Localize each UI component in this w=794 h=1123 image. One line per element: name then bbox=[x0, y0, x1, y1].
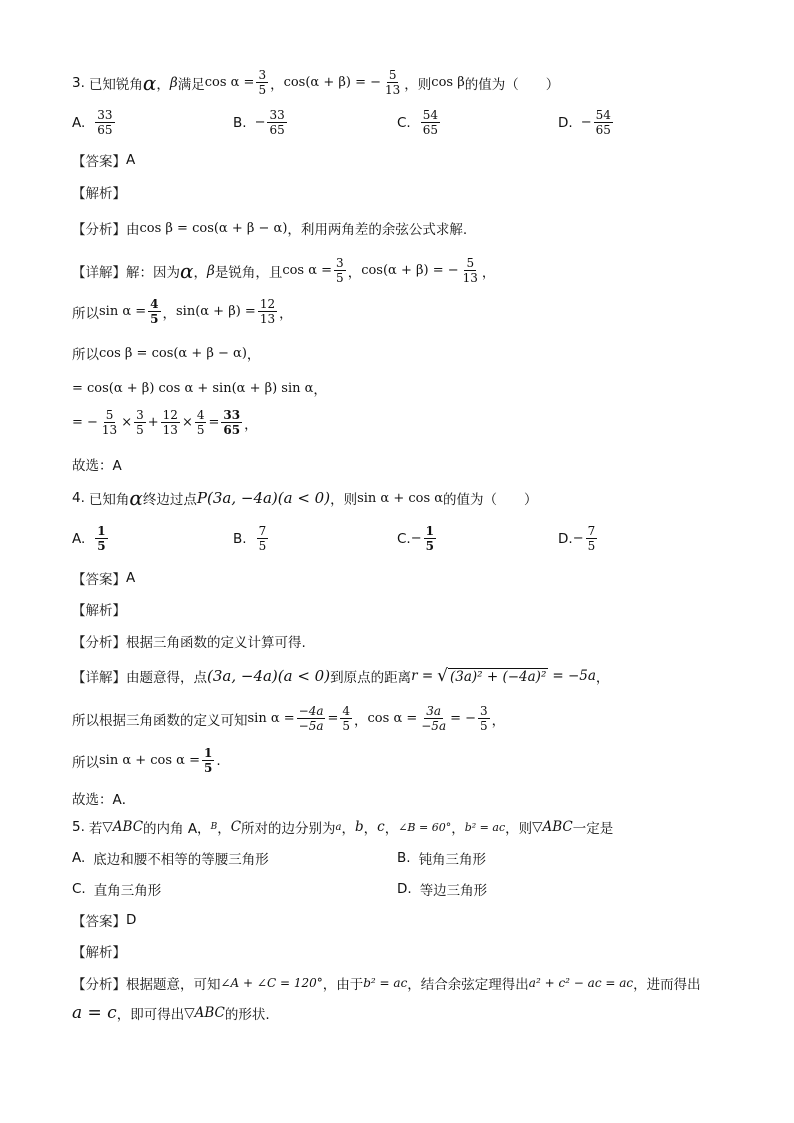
q3-number: 3. bbox=[72, 74, 85, 91]
q3-detail-line2: 所以 sin α = $\frac{4}{5}$ ， sin(α + β) = $\frac{12}{13}$ ， bbox=[72, 297, 293, 326]
q3-option-c: C. $\frac{54}{65}$ bbox=[397, 108, 438, 137]
q5-analysis-heading: 【解析】 bbox=[72, 945, 126, 961]
q4-option-c: C. − $\frac{1}{5}$ bbox=[397, 524, 434, 553]
q4-answer: 【答案】 A bbox=[72, 570, 136, 588]
q3-fenxi: 【分析】 由 cos β = cos(α + β − α) ，利用两角差的余弦公式求解. bbox=[72, 220, 468, 238]
q5-stem: 5. 若 ▽ABC 的内角 A， B ， C 所对的边分别为 a ， b ， c ， ∠B = 60° ， b² = ac ，则 ▽ABC 一定是 bbox=[72, 819, 614, 837]
q4-analysis-heading: 【解析】 bbox=[72, 603, 126, 619]
q3-option-d: D. − $\frac{54}{65}$ bbox=[558, 108, 611, 137]
q3-detail-line4: = cos(α + β) cos α + sin(α + β) sin α ， bbox=[72, 380, 327, 398]
q5-option-d: D. 等边三角形 bbox=[397, 881, 488, 899]
q5-option-c: C. 直角三角形 bbox=[72, 881, 162, 899]
q3-analysis-heading: 【解析】 bbox=[72, 186, 126, 202]
q3-detail-line1: 【详解】 解：因为 α ， β 是锐角，且 cos α = $\frac{3}{5}$ ， cos(α + β) = − $\frac{5}{13}$ ， bbox=[72, 256, 496, 285]
q5-fenxi-line2: a = c ，即可得出 ▽ABC 的形状. bbox=[72, 1003, 270, 1023]
q5-fenxi: 【分析】 根据题意，可知 ∠A + ∠C = 120° ，由于 b² = ac ，结合余弦定理得出 a² + c² − ac = ac ，进而得出 bbox=[72, 976, 701, 993]
q4-stem: 4. 已知角 α 终边过点 P(3a, −4a)(a < 0) ，则 sin α + cos α 的值为（ ） bbox=[72, 486, 538, 510]
q4-option-a: A. $\frac{1}{5}$ bbox=[72, 524, 106, 553]
q4-conclusion: 故选：A． bbox=[72, 792, 136, 808]
q3-option-a: A. $\frac{33}{65}$ bbox=[72, 108, 113, 137]
q4-detail-line2: 所以根据三角函数的定义可知 sin α = $\frac{-4a}{-5a}$ = $\frac{4}{5}$ ， cos α = $\frac{3a}{-5a}$ = − $\frac{3}{5}$ ， bbox=[72, 704, 506, 733]
q4-detail-line3: 所以 sin α + cos α = $\frac{1}{5}$ . bbox=[72, 746, 221, 775]
q4-fenxi: 【分析】 根据三角函数的定义计算可得. bbox=[72, 635, 306, 651]
q3-answer: 【答案】 A bbox=[72, 152, 136, 170]
q4-option-b: B. $\frac{7}{5}$ bbox=[233, 524, 267, 553]
fraction: $\frac{5}{13}$ bbox=[385, 68, 401, 97]
square-root: √ (3a)² + (−4a)² bbox=[437, 666, 547, 686]
q5-option-b: B. 钝角三角形 bbox=[397, 850, 487, 868]
q5-option-a: A. 底边和腰不相等的等腰三角形 bbox=[72, 850, 269, 868]
q3-option-b: B. − $\frac{33}{65}$ bbox=[233, 108, 285, 137]
q3-stem: 3. 已知锐角 α ， β 满足 cos α = $\frac{3}{5}$ ， cos(α + β) = − $\frac{5}{13}$ ，则 cos β 的值为（ ） bbox=[72, 68, 560, 97]
q4-detail-line1: 【详解】 由题意得，点 (3a, −4a)(a < 0) 到原点的距离 r = √ (3a)² + (−4a)² = −5a ， bbox=[72, 666, 610, 686]
q5-answer: 【答案】 D bbox=[72, 912, 137, 930]
fraction: $\frac{3}{5}$ bbox=[258, 68, 267, 97]
q3-detail-line5: = − $\frac{5}{13}$ × $\frac{3}{5}$ + $\frac{12}{13}$ × $\frac{4}{5}$ = $\frac{33}{65}$ ， bbox=[72, 408, 258, 437]
q3-conclusion: 故选：A bbox=[72, 458, 122, 474]
q3-detail-line3: 所以 cos β = cos(α + β − α) ， bbox=[72, 345, 261, 363]
q4-option-d: D. − $\frac{7}{5}$ bbox=[558, 524, 596, 553]
